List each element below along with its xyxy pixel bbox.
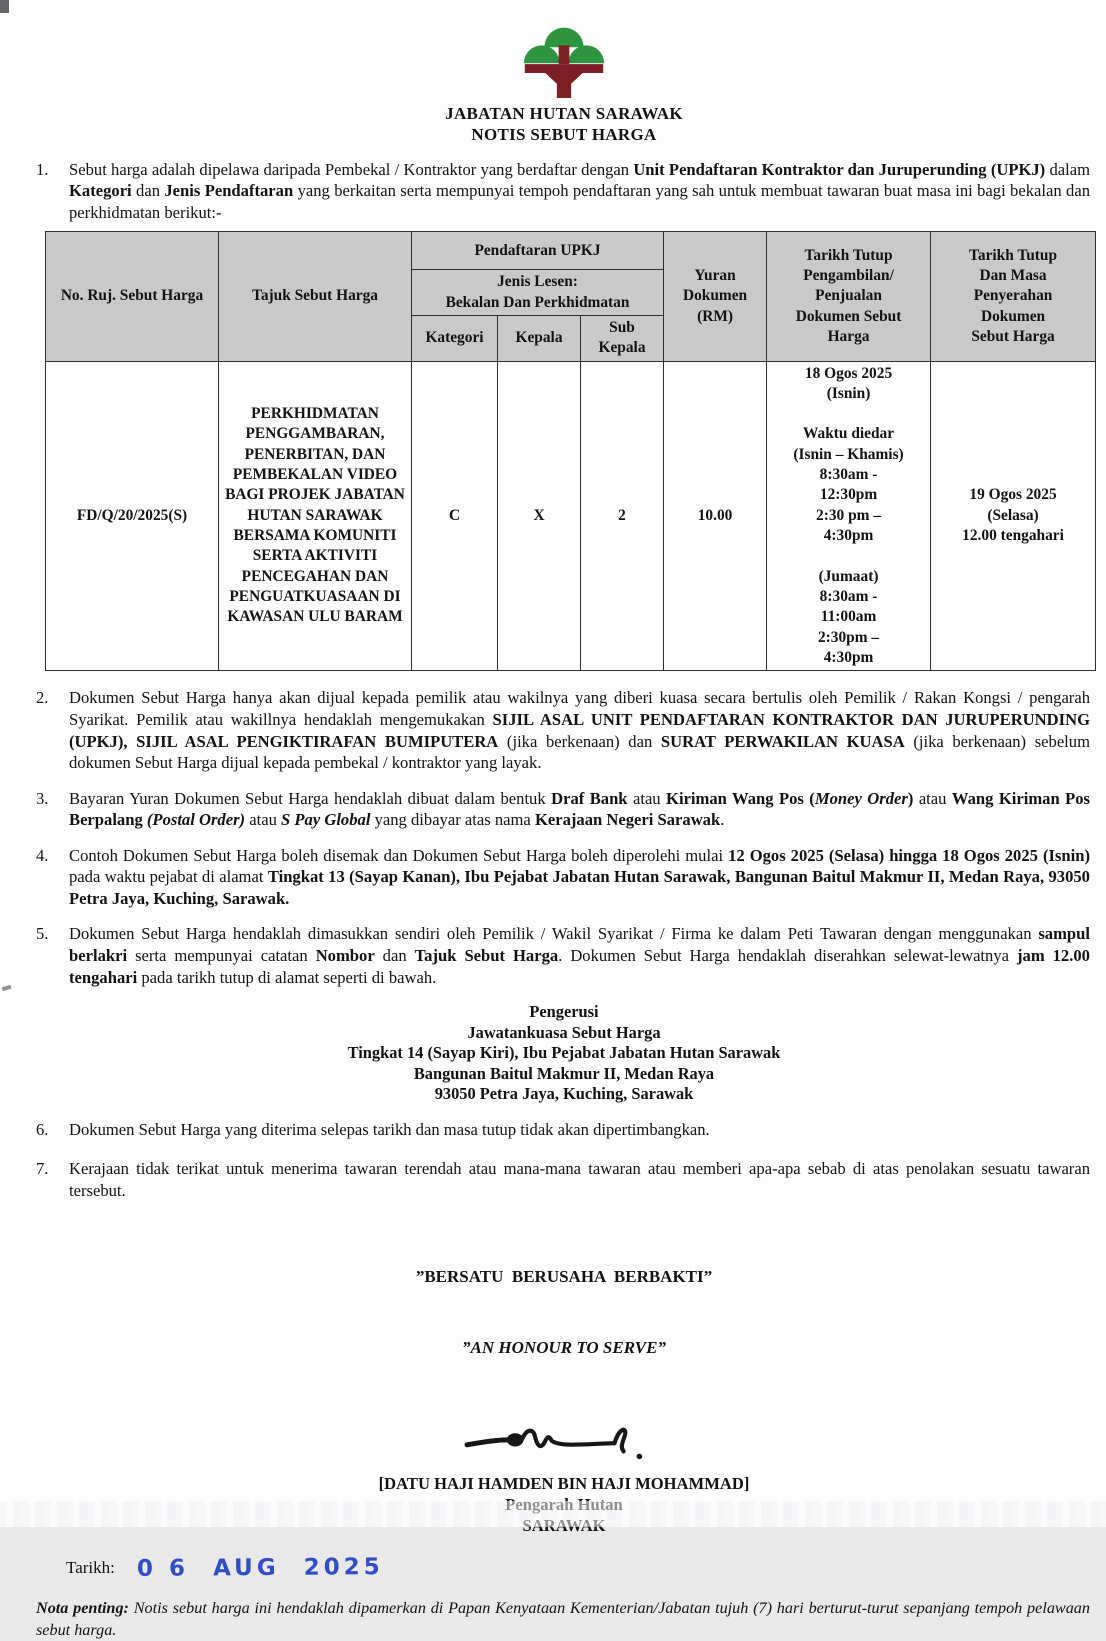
col-header-penyerahan: Tarikh Tutup Dan Masa Penyerahan Dokumen Sebut Harga (931, 232, 1096, 361)
clause-number: 6. (36, 1119, 49, 1139)
date-label: Tarikh: (66, 1558, 115, 1578)
handwritten-signature-icon (439, 1410, 689, 1468)
clause-number: 1. (36, 159, 49, 179)
clause-number: 7. (36, 1159, 49, 1179)
cell-sub-kepala: 2 (581, 361, 664, 671)
cell-pengambilan: 18 Ogos 2025 (Isnin) Waktu diedar (Isnin – Khamis) 8:30am - 12:30pm 2:30 pm – 4:30pm (Jumaat) 8:30am - 11:00am 2:30pm – 4:30pm (767, 361, 931, 671)
clause-text: Bayaran Yuran Dokumen Sebut Harga hendaklah dibuat dalam bentuk Draf Bank atau Kiriman Wang Pos (Money Order) atau Wang Kiriman Pos Berpalang (Postal Order) atau S Pay Global yang dibayar atas nama Kerajaan Negeri Sarawak. (69, 788, 1090, 830)
cell-title: PERKHIDMATAN PENGGAMBARAN, PENERBITAN, DAN PEMBEKALAN VIDEO BAGI PROJEK JABATAN HUTAN SARAWAK BERSAMA KOMUNITI SERTA AKTIVITI PENCEGAHAN DAN PENGUATKUASAAN DI KAWASAN ULU BARAM (219, 361, 412, 671)
cell-kategori: C (412, 361, 498, 671)
clause-1 (36, 159, 1090, 224)
scan-artifact-bottom-band (0, 1501, 1106, 1527)
col-header-pengambilan: Tarikh Tutup Pengambilan/ Penjualan Dokumen Sebut Harga (767, 232, 931, 361)
note-text: Nota penting: Notis sebut harga ini hendaklah dipamerkan di Papan Kenyataan Kementerian/Jabatan tujuh (7) hari berturut-turut sepanjang tempoh pelawaan sebut harga. (36, 1599, 1090, 1639)
col-header-yuran: Yuran Dokumen (RM) (664, 232, 767, 361)
clause-number: 5. (36, 924, 49, 944)
clause-number: 4. (36, 845, 49, 865)
motto (36, 1217, 1092, 1407)
clause-text: Dokumen Sebut Harga hanya akan dijual kepada pemilik atau wakilnya yang diberi kuasa secara bertulis oleh Pemilik / Rakan Kongsi / pengarah Syarikat. Pemilik atau wakillnya hendaklah mengemukakan SIJIL ASAL UNIT PENDAFTARAN KONTRAKTOR DAN JURUPERUNDING (UPKJ), SIJIL ASAL PENGIKTIRAFAN BUMIPUTERA (jika berkenaan) dan SURAT PERWAKILAN KUASA (jika berkenaan) sebelum dokumen Sebut Harga dijual kepada pembekal / kontraktor yang layak. (69, 688, 1091, 773)
col-header-kategori: Kategori (412, 315, 498, 361)
motto-line-malay: ”BERSATU BERUSAHA BERBAKTI” (415, 1266, 713, 1286)
col-header-ref: No. Ruj. Sebut Harga (46, 232, 219, 361)
clause-4 (36, 845, 1090, 910)
clause-number: 2. (36, 688, 49, 708)
page-title: NOTIS SEBUT HARGA (471, 125, 657, 145)
cell-ref: FD/Q/20/2025(S) (46, 361, 219, 671)
date-stamp: 0 6 AUG 2025 (136, 1554, 384, 1583)
clause-number: 3. (36, 788, 49, 808)
col-header-kepala: Kepala (498, 315, 581, 361)
scan-artifact-corner (0, 0, 9, 13)
clause-text: Dokumen Sebut Harga yang diterima selepas tarikh dan masa tutup tidak akan dipertimbangkan. (69, 1119, 710, 1139)
submission-address: Pengerusi Jawatankuasa Sebut Harga Tingkat 14 (Sayap Kiri), Ibu Pejabat Jabatan Hutan Sarawak Bangunan Baitul Makmur II, Medan Raya 93050 Petra Jaya, Kuching, Sarawak (347, 1002, 781, 1104)
signatory-name: [DATU HAJI HAMDEN BIN HAJI MOHAMMAD] (378, 1473, 750, 1493)
clause-text: Contoh Dokumen Sebut Harga boleh disemak dan Dokumen Sebut Harga boleh diperolehi mulai 12 Ogos 2025 (Selasa) hingga 18 Ogos 2025 (Isnin) pada waktu pejabat di alamat Tingkat 13 (Sayap Kanan), Ibu Pejabat Jabatan Hutan Sarawak, Bangunan Baitul Makmur II, Medan Raya, 93050 Petra Jaya, Kuching, Sarawak. (69, 845, 1091, 908)
clause-7 (36, 1158, 1090, 1201)
col-header-upkj-group: Pendaftaran UPKJ (412, 232, 664, 270)
scan-artifact-tick (2, 985, 12, 992)
date-row (66, 1552, 1092, 1584)
important-note (36, 1598, 1090, 1640)
clause-text: Sebut harga adalah dipelawa daripada Pembekal / Kontraktor yang berdaftar dengan Unit Pendaftaran Kontraktor dan Juruperunding (UPKJ) dalam Kategori dan Jenis Pendaftaran yang berkaitan serta mempunyai tempoh pendaftaran yang sah untuk membuat tawaran buat masa ini bagi bekalan dan perkhidmatan berikut:- (69, 159, 1090, 222)
table-row (46, 361, 1096, 671)
org-name: JABATAN HUTAN SARAWAK (445, 104, 683, 123)
quotation-table (45, 231, 1096, 671)
cell-kepala: X (498, 361, 581, 671)
clause-text: Kerajaan tidak terikat untuk menerima tawaran terendah atau mana-mana tawaran atau memberi apa-apa sebab di atas penolakan sesuatu tawaran tersebut. (69, 1159, 1090, 1200)
clause-5 (36, 923, 1090, 988)
clause-2 (36, 687, 1090, 773)
quotation-table-wrap (45, 231, 1092, 671)
motto-line-english: ”AN HONOUR TO SERVE” (462, 1338, 666, 1358)
clause-text: Dokumen Sebut Harga hendaklah dimasukkan sendiri oleh Pemilik / Wakil Syarikat / Firma ke dalam Peti Tawaran dengan menggunakan sampul berlakri serta mempunyai catatan Nombor dan Tajuk Sebut Harga. Dokumen Sebut Harga hendaklah diserahkan selewat-lewatnya jam 12.00 tengahari pada tarikh tutup di alamat seperti di bawah. (69, 924, 1090, 987)
col-header-title: Tajuk Sebut Harga (219, 232, 412, 361)
clause-6 (36, 1119, 1090, 1141)
agency-header (36, 16, 1092, 146)
col-header-jenis-lesen: Jenis Lesen: Bekalan Dan Perkhidmatan (412, 270, 664, 316)
cell-penyerahan: 19 Ogos 2025 (Selasa) 12.00 tengahari (931, 361, 1096, 671)
cell-yuran: 10.00 (664, 361, 767, 671)
clause-3 (36, 788, 1090, 831)
col-header-sub-kepala: Sub Kepala (581, 315, 664, 361)
tree-logo-icon (518, 16, 610, 98)
